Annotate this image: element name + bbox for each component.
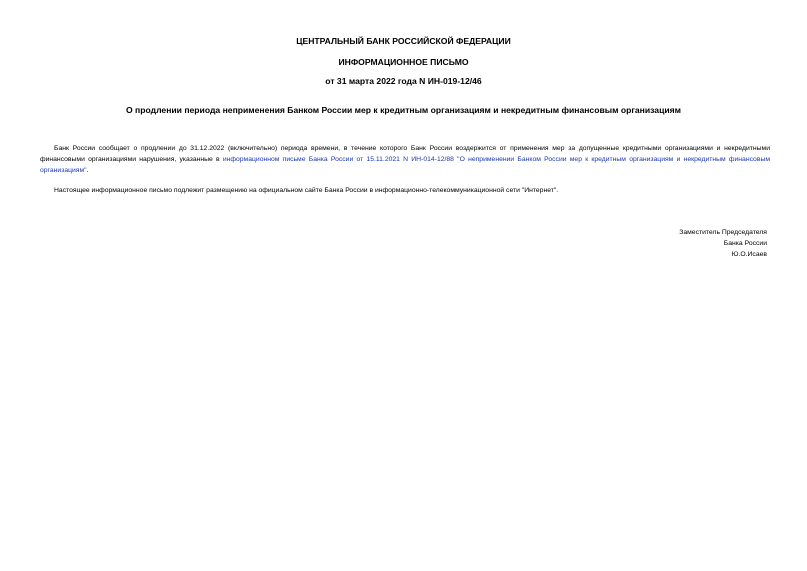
paragraph-1-end: . <box>86 167 89 174</box>
document-type-heading: ИНФОРМАЦИОННОЕ ПИСЬМО <box>338 57 469 67</box>
document-date-number: от 31 марта 2022 года N ИН-019-12/46 <box>325 76 482 86</box>
signatory-title-line-2: Банка России <box>723 240 767 247</box>
paragraph-1-text: Банк России сообщает о продлении до 31.12.2022 (включительно) периода времени, в течение которого Банк России воздержится от применения мер за допущенные кредитными организациями и некредитными финансовыми организациями нарушения, указанные в <box>40 145 770 163</box>
body-paragraph-2: Настоящее информационное письмо подлежит размещению на официальном сайте Банка России в информационно-телекоммуникационной сети "Интернет". <box>54 187 559 194</box>
body-paragraph-1 <box>40 143 770 176</box>
signature-block <box>679 227 767 260</box>
signatory-title-line-1: Заместитель Председателя <box>679 229 767 236</box>
issuer-heading: ЦЕНТРАЛЬНЫЙ БАНК РОССИЙСКОЙ ФЕДЕРАЦИИ <box>296 36 511 46</box>
signatory-name: Ю.О.Исаев <box>731 251 767 258</box>
document-subject: О продлении периода неприменения Банком России мер к кредитным организациям и некредитным финансовым организациям <box>125 105 682 115</box>
referenced-letter-link[interactable]: информационном письме Банка России от 15.11.2021 N ИН-014-12/88 "О неприменении Банком России мер к кредитным организациям и некредитным финансовым организациям" <box>40 156 770 174</box>
